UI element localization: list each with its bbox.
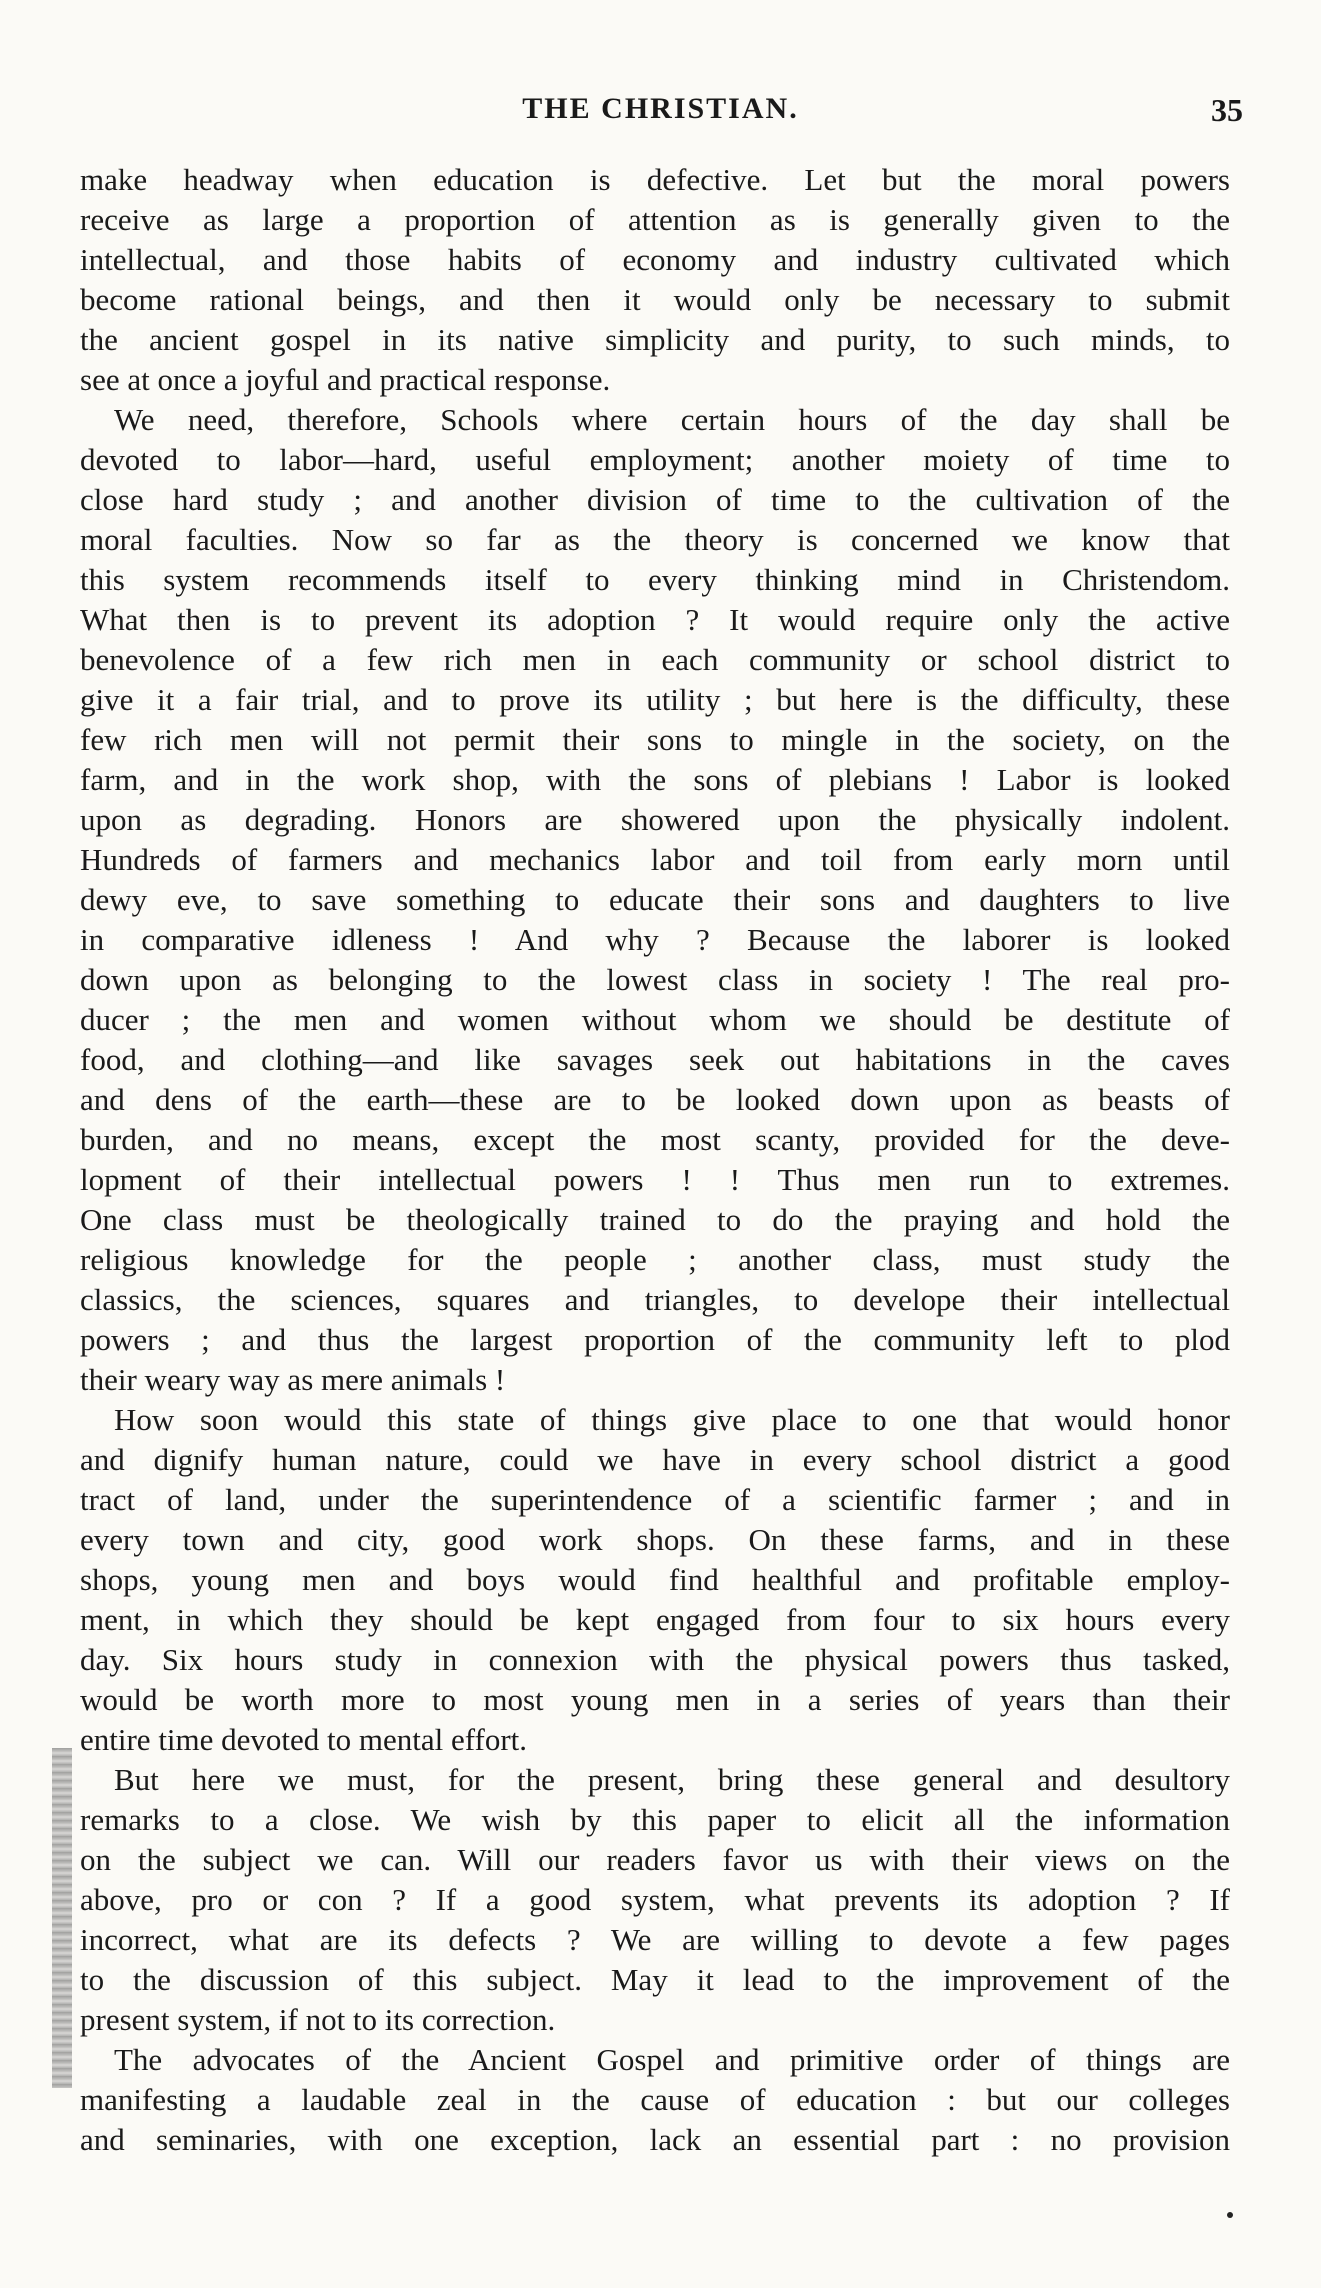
text-line: devoted to labor—hard, useful employment; another moiety of time to <box>80 442 1230 477</box>
text-line: to the discussion of this subject. May it lead to the improvement of the <box>80 1962 1230 1997</box>
text-line: religious knowledge for the people ; another class, must study the <box>80 1242 1230 1277</box>
text-line: shops, young men and boys would find healthful and profitable employ- <box>80 1562 1230 1597</box>
text-line: How soon would this state of things give place to one that would honor <box>114 1402 1230 1437</box>
text-line: dewy eve, to save something to educate their sons and daughters to live <box>80 882 1230 917</box>
text-line: farm, and in the work shop, with the sons of plebians ! Labor is looked <box>80 762 1230 797</box>
text-line: entire time devoted to mental effort. <box>80 1722 528 1757</box>
text-line: every town and city, good work shops. On these farms, and in these <box>80 1522 1230 1557</box>
ink-dot <box>1227 2212 1233 2218</box>
text-line: The advocates of the Ancient Gospel and primitive order of things are <box>114 2042 1230 2077</box>
text-line: classics, the sciences, squares and triangles, to develope their intellectual <box>80 1282 1230 1317</box>
text-line: We need, therefore, Schools where certain hours of the day shall be <box>114 402 1230 437</box>
text-line: moral faculties. Now so far as the theory is concerned we know that <box>80 522 1230 557</box>
text-line: manifesting a laudable zeal in the cause of education : but our colleges <box>80 2082 1230 2117</box>
text-line: What then is to prevent its adoption ? It would require only the active <box>80 602 1230 637</box>
text-line: ducer ; the men and women without whom we should be destitute of <box>80 1002 1230 1037</box>
text-line: lopment of their intellectual powers ! ! Thus men run to extremes. <box>80 1162 1230 1197</box>
text-line: present system, if not to its correction. <box>80 2002 556 2037</box>
text-line: and dignify human nature, could we have in every school district a good <box>80 1442 1230 1477</box>
body-text <box>80 160 1230 2160</box>
text-line: give it a fair trial, and to prove its utility ; but here is the difficulty, these <box>80 682 1230 717</box>
margin-stain <box>52 1748 72 2088</box>
text-line: would be worth more to most young men in a series of years than their <box>80 1682 1230 1717</box>
text-line: incorrect, what are its defects ? We are willing to devote a few pages <box>80 1922 1230 1957</box>
text-line: ment, in which they should be kept engaged from four to six hours every <box>80 1602 1230 1637</box>
text-line: food, and clothing—and like savages seek out habitations in the caves <box>80 1042 1230 1077</box>
text-line: this system recommends itself to every thinking mind in Christendom. <box>80 562 1230 597</box>
text-line: remarks to a close. We wish by this paper to elicit all the information <box>80 1802 1230 1837</box>
text-line: burden, and no means, except the most scanty, provided for the deve- <box>80 1122 1230 1157</box>
text-line: intellectual, and those habits of economy and industry cultivated which <box>80 242 1230 277</box>
running-title: THE CHRISTIAN. <box>522 92 799 125</box>
text-line: One class must be theologically trained to do the praying and hold the <box>80 1202 1230 1237</box>
text-line: become rational beings, and then it would only be necessary to submit <box>80 282 1230 317</box>
text-line: and seminaries, with one exception, lack an essential part : no provision <box>80 2122 1230 2157</box>
text-line: upon as degrading. Honors are showered upon the physically indolent. <box>80 802 1230 837</box>
text-line: tract of land, under the superintendence of a scientific farmer ; and in <box>80 1482 1230 1517</box>
page-number: 35 <box>1211 92 1243 128</box>
running-head <box>0 92 1321 132</box>
text-line: down upon as belonging to the lowest class in society ! The real pro- <box>80 962 1230 997</box>
text-line: Hundreds of farmers and mechanics labor and toil from early morn until <box>80 842 1230 877</box>
text-line: their weary way as mere animals ! <box>80 1362 506 1397</box>
text-line: see at once a joyful and practical response. <box>80 362 611 397</box>
text-line: powers ; and thus the largest proportion of the community left to plod <box>80 1322 1230 1357</box>
text-line: benevolence of a few rich men in each community or school district to <box>80 642 1230 677</box>
text-line: few rich men will not permit their sons to mingle in the society, on the <box>80 722 1230 757</box>
text-line: above, pro or con ? If a good system, what prevents its adoption ? If <box>80 1882 1230 1917</box>
text-line: day. Six hours study in connexion with the physical powers thus tasked, <box>80 1642 1230 1677</box>
text-line: on the subject we can. Will our readers favor us with their views on the <box>80 1842 1230 1877</box>
text-line: close hard study ; and another division of time to the cultivation of the <box>80 482 1230 517</box>
text-line: But here we must, for the present, bring these general and desultory <box>114 1762 1230 1797</box>
text-line: receive as large a proportion of attention as is generally given to the <box>80 202 1230 237</box>
text-line: make headway when education is defective. Let but the moral powers <box>80 162 1230 197</box>
text-line: and dens of the earth—these are to be looked down upon as beasts of <box>80 1082 1230 1117</box>
text-line: in comparative idleness ! And why ? Because the laborer is looked <box>80 922 1230 957</box>
text-line: the ancient gospel in its native simplicity and purity, to such minds, to <box>80 322 1230 357</box>
